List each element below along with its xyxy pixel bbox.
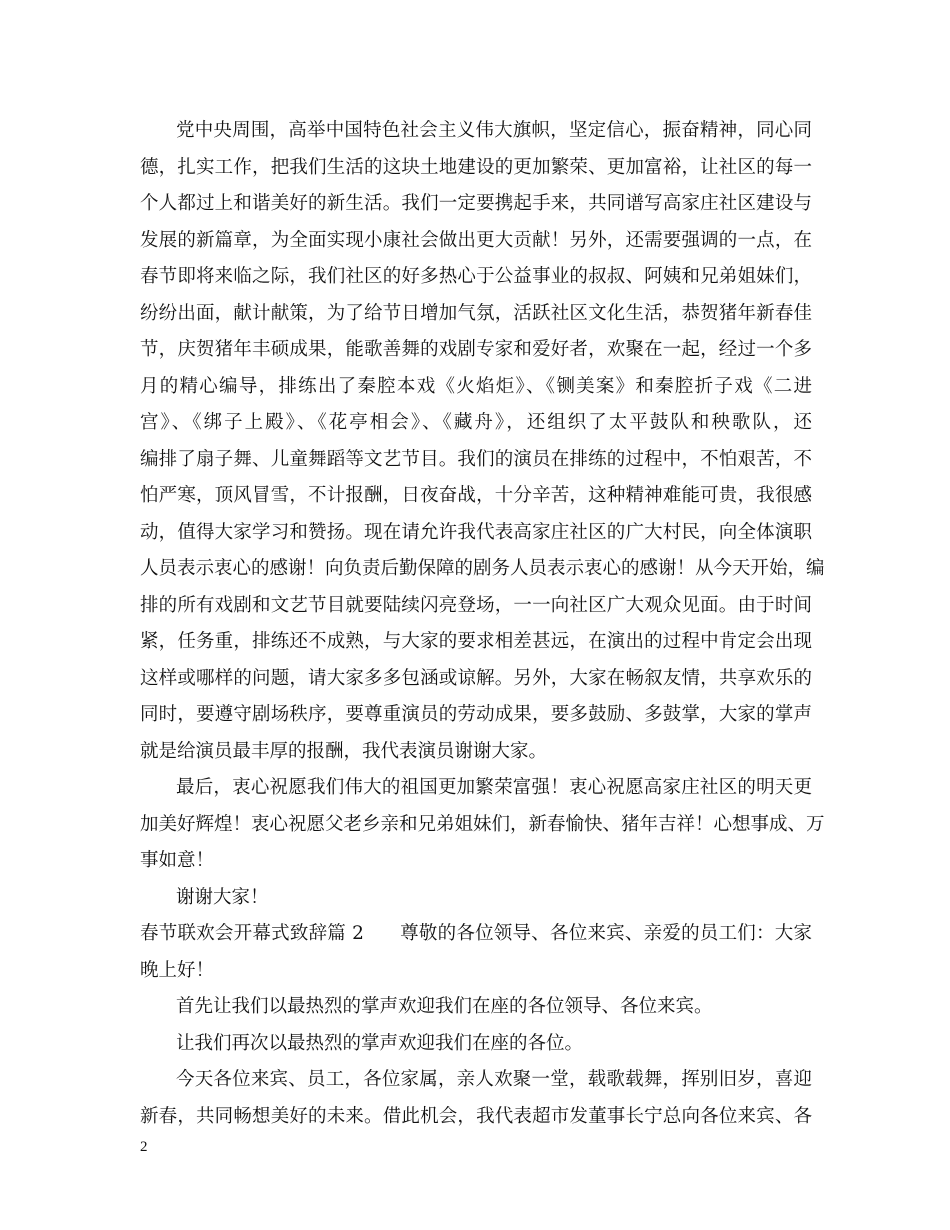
text-line: 新春，共同畅想美好的未来。借此机会，我代表超市发董事长宁总向各位来宾、各 bbox=[140, 1105, 812, 1127]
text-line: 发展的新篇章，为全面实现小康社会做出更大贡献！另外，还需要强调的一点，在 bbox=[140, 229, 812, 251]
text-line: 排的所有戏剧和文艺节目就要陆续闪亮登场，一一向社区广大观众见面。由于时间 bbox=[140, 594, 812, 616]
text-line: 今天各位来宾、员工，各位家属，亲人欢聚一堂，载歌载舞，挥别旧岁，喜迎 bbox=[176, 1069, 812, 1090]
section-title: 春节联欢会开幕式致辞篇 2 bbox=[140, 923, 364, 944]
text-line: 晚上好！ bbox=[140, 959, 215, 981]
text-line: 事如意！ bbox=[140, 850, 215, 871]
text-line: 春节即将来临之际，我们社区的好多热心于公益事业的叔叔、阿姨和兄弟姐妹们， bbox=[140, 266, 812, 287]
text-line: 编排了扇子舞、儿童舞蹈等文艺节目。我们的演员在排练的过程中，不怕艰苦，不 bbox=[140, 448, 812, 470]
text-line: 节，庆贺猪年丰硕成果，能歌善舞的戏剧专家和爱好者，欢聚在一起，经过一个多 bbox=[140, 339, 812, 360]
text-line: 加美好辉煌！衷心祝愿父老乡亲和兄弟姐妹们，新春愉快、猪年吉祥！心想事成、万 bbox=[140, 813, 825, 835]
text-line: 宫》、《绑子上殿》、《花亭相会》、《藏舟》，还组织了太平鼓队和秧歌队，还 bbox=[140, 412, 812, 433]
page-number: 2 bbox=[140, 1139, 148, 1155]
text-line: 就是给演员最丰厚的报酬，我代表演员谢谢大家。 bbox=[140, 740, 548, 762]
section-heading-line bbox=[140, 916, 812, 953]
text-line: 紧，任务重，排练还不成熟，与大家的要求相差甚远，在演出的过程中肯定会出现 bbox=[140, 631, 812, 652]
text-line: 党中央周围，高举中国特色社会主义伟大旗帜，坚定信心，振奋精神，同心同 bbox=[176, 120, 812, 141]
text-line: 让我们再次以最热烈的掌声欢迎我们在座的各位。 bbox=[176, 1032, 584, 1054]
text-line: 动，值得大家学习和赞扬。现在请允许我代表高家庄社区的广大村民，向全体演职 bbox=[140, 521, 812, 543]
text-line: 这样或哪样的问题，请大家多多包涵或谅解。另外，大家在畅叙友情，共享欢乐的 bbox=[140, 667, 812, 689]
text-line: 最后，衷心祝愿我们伟大的祖国更加繁荣富强！衷心祝愿高家庄社区的明天更 bbox=[176, 777, 812, 798]
text-line: 同时，要遵守剧场秩序，要尊重演员的劳动成果，要多鼓励、多鼓掌，大家的掌声 bbox=[140, 704, 812, 725]
text-line: 纷纷出面，献计献策，为了给节日增加气氛，活跃社区文化生活，恭贺猪年新春佳 bbox=[140, 302, 812, 324]
document-body bbox=[140, 113, 825, 1135]
text-line: 德，扎实工作，把我们生活的这块土地建设的更加繁荣、更加富裕，让社区的每一 bbox=[140, 156, 812, 178]
text-line: 月的精心编导，排练出了秦腔本戏《火焰炬》、《铡美案》和秦腔折子戏《二进 bbox=[140, 375, 812, 397]
text-line: 人员表示衷心的感谢！向负责后勤保障的剧务人员表示衷心的感谢！从今天开始，编 bbox=[140, 558, 825, 579]
text-line: 谢谢大家！ bbox=[176, 886, 269, 908]
text-line: 个人都过上和谐美好的新生活。我们一定要携起手来，共同谱写高家庄社区建设与 bbox=[140, 193, 812, 214]
salutation: 尊敬的各位领导、各位来宾、亲爱的员工们：大家 bbox=[399, 923, 812, 944]
text-line: 怕严寒，顶风冒雪，不计报酬，日夜奋战，十分辛苦，这种精神难能可贵，我很感 bbox=[140, 485, 812, 506]
text-line: 首先让我们以最热烈的掌声欢迎我们在座的各位领导、各位来宾。 bbox=[176, 996, 713, 1017]
